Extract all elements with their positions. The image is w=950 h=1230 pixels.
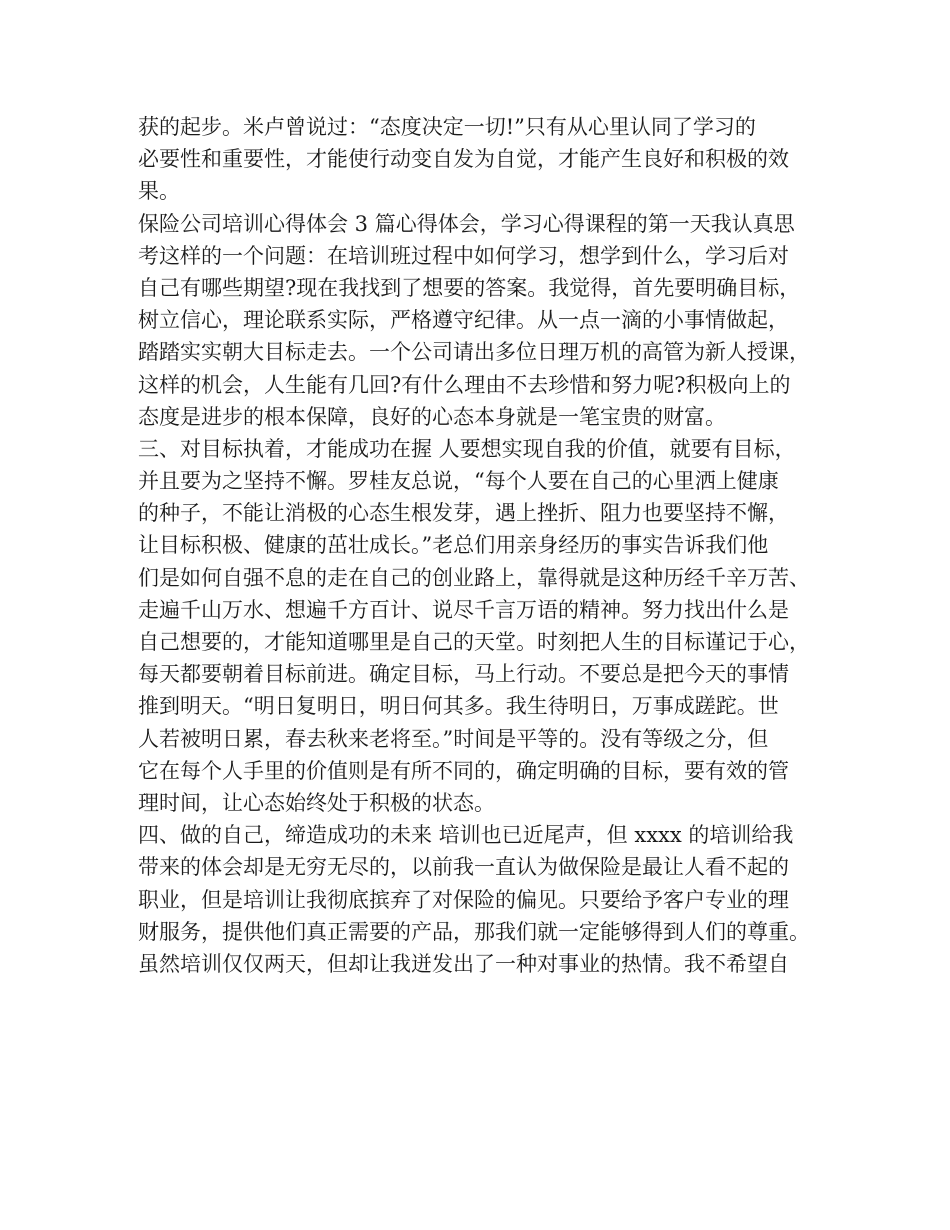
text-line: 它在每个人手里的价值则是有所不同的，确定明确的目标，要有效的管	[138, 758, 789, 783]
text-line: 带来的体会却是无穷无尽的，以前我一直认为做保险是最让人看不起的	[138, 855, 789, 880]
text-line: 考这样的一个问题：在培训班过程中如何学习，想学到什么，学习后对	[138, 243, 789, 268]
text-line: 并且要为之坚持不懈。罗桂友总说，“每个人要在自己的心里洒上健康	[138, 469, 779, 494]
text-line: 虽然培训仅仅两天，但却让我迸发出了一种对事业的热情。我不希望自	[138, 951, 789, 976]
text-line: 这样的机会，人生能有几回?有什么理由不去珍惜和努力呢?积极向上的	[138, 372, 791, 397]
text-line: 必要性和重要性，才能使行动变自发为自觉，才能产生良好和积极的效	[138, 147, 789, 172]
text-line: 果。	[138, 179, 180, 204]
text-line: 四、做的自己，缔造成功的未来 培训也已近尾声，但 xxxx 的培训给我	[138, 823, 794, 848]
text-line: 树立信心，理论联系实际，严格遵守纪律。从一点一滴的小事情做起，	[138, 308, 789, 333]
text-line: 走遍千山万水、想遍千方百计、说尽千言万语的精神。努力找出什么是	[138, 597, 789, 622]
text-line: 每天都要朝着目标前进。确定目标，马上行动。不要总是把今天的事情	[138, 662, 789, 687]
text-line: 踏踏实实朝大目标走去。一个公司请出多位日理万机的高管为新人授课，	[138, 340, 810, 365]
text-line: 态度是进步的根本保障，良好的心态本身就是一笔宝贵的财富。	[138, 404, 726, 429]
text-line: 人若被明日累，春去秋来老将至。”时间是平等的。没有等级之分，但	[138, 726, 769, 751]
text-line: 财服务，提供他们真正需要的产品，那我们就一定能够得到人们的尊重。	[138, 919, 810, 944]
text-line: 自己想要的，才能知道哪里是自己的天堂。时刻把人生的目标谨记于心，	[138, 630, 810, 654]
document-body	[138, 111, 828, 980]
text-line: 让目标积极、健康的茁壮成长。”老总们用亲身经历的事实告诉我们他	[138, 533, 769, 558]
text-line: 职业，但是培训让我彻底摈弃了对保险的偏见。只要给予客户专业的理	[138, 887, 789, 912]
text-line: 三、对目标执着，才能成功在握 人要想实现自我的价值，就要有目标，	[138, 436, 796, 461]
text-line: 推到明天。“明日复明日，明日何其多。我生待明日，万事成蹉跎。世	[138, 694, 779, 719]
text-line: 们是如何自强不息的走在自己的创业路上，靠得就是这种历经千辛万苦、	[138, 565, 810, 590]
text-line: 理时间，让心态始终处于积极的状态。	[138, 790, 495, 815]
text-line: 保险公司培训心得体会 3 篇心得体会，学习心得课程的第一天我认真思	[138, 211, 795, 236]
text-line: 自己有哪些期望?现在我找到了想要的答案。我觉得，首先要明确目标，	[138, 275, 801, 300]
text-line: 的种子，不能让消极的心态生根发芽，遇上挫折、阻力也要坚持不懈，	[138, 501, 789, 526]
text-line: 获的起步。米卢曾说过：“态度决定一切!”只有从心里认同了学习的	[138, 115, 756, 139]
